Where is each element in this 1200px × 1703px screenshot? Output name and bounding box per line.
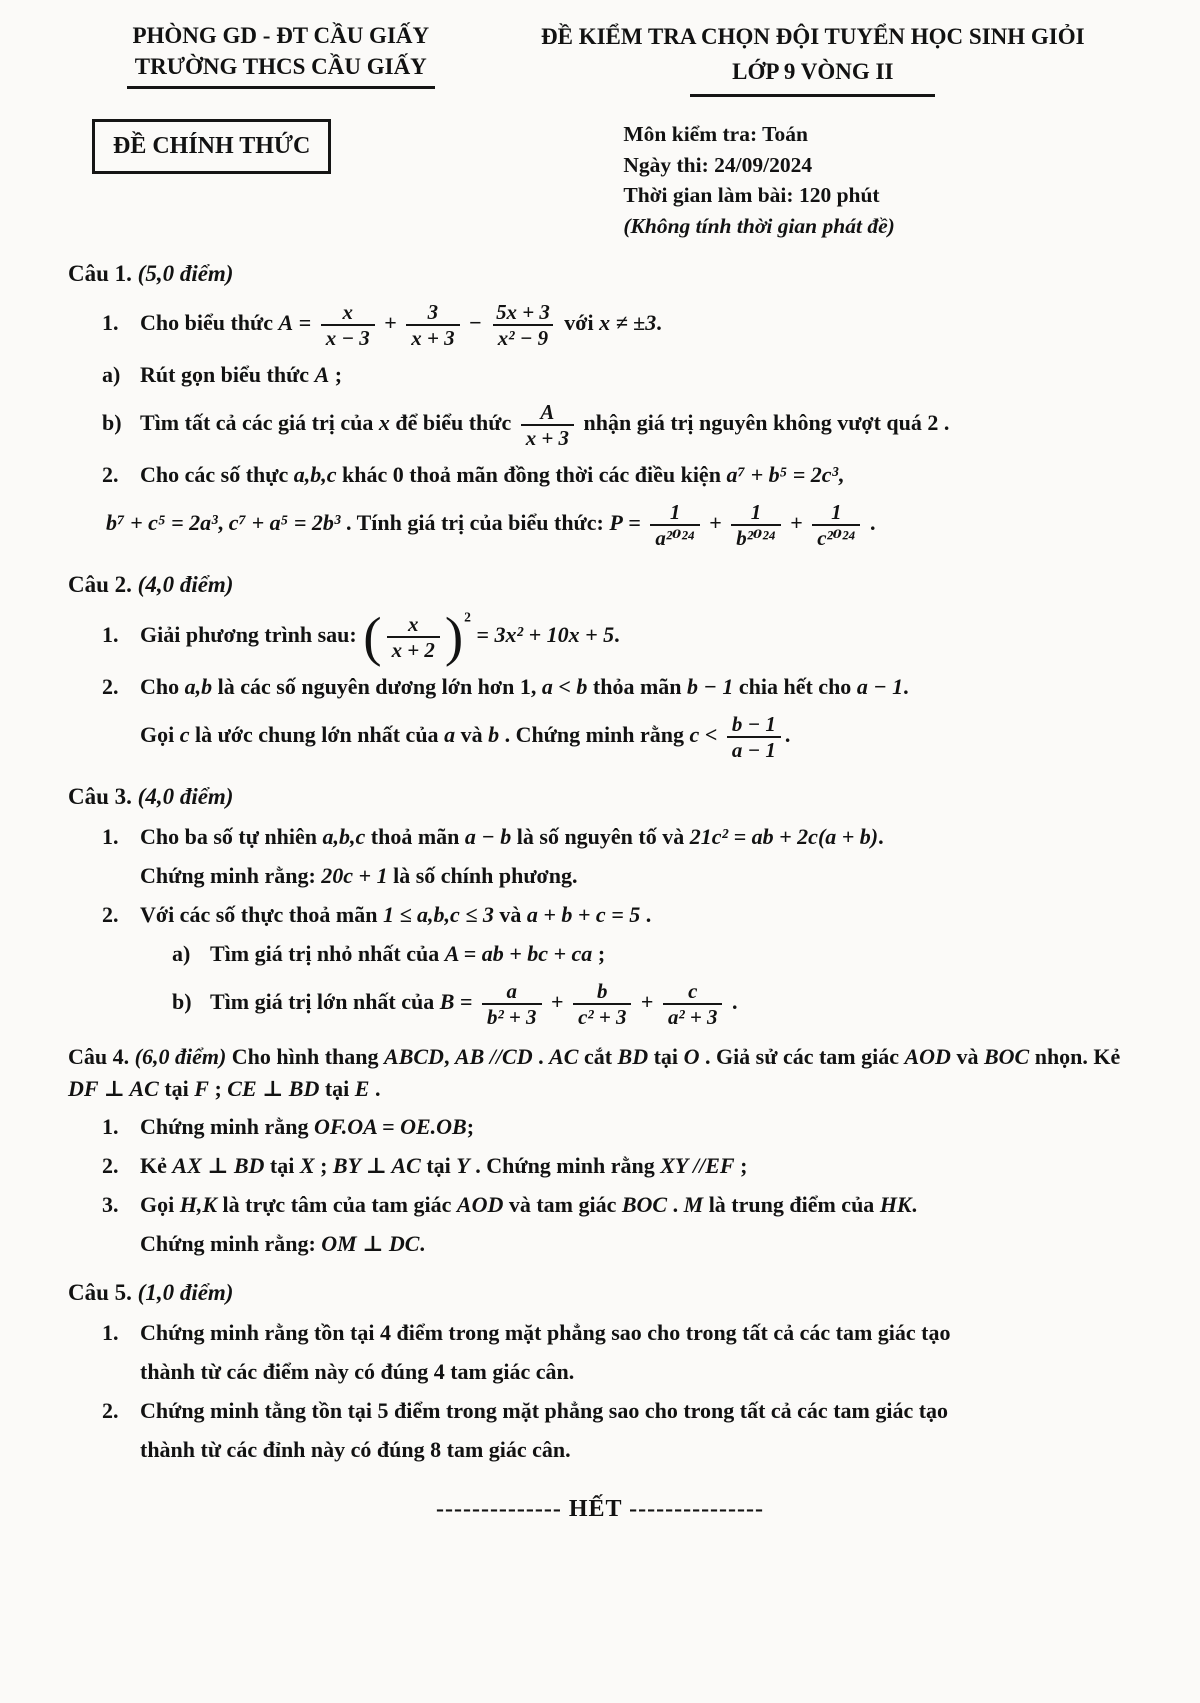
text-fragment: +: [545, 988, 570, 1014]
text-fragment: =: [293, 310, 317, 336]
math-fragment: a − 1: [856, 673, 904, 699]
math-fragment: AOD: [456, 1192, 504, 1218]
line-content: [140, 711, 791, 762]
section-title: Câu 2.: [68, 572, 132, 598]
exam-subject: Môn kiểm tra: Toán: [623, 122, 808, 146]
math-fragment: c: [179, 721, 190, 747]
fraction-numerator: x: [407, 611, 419, 636]
math-fragment: a,b,c: [322, 824, 366, 850]
line-content: [140, 400, 950, 451]
line-content: [210, 978, 738, 1029]
math-fragment: a⁷ + b⁵ = 2c³: [726, 462, 839, 488]
text-fragment: cắt: [578, 1043, 618, 1069]
line-content: [140, 1153, 747, 1178]
math-fragment: A: [278, 310, 294, 336]
text-fragment: thỏa mãn: [587, 673, 688, 699]
text-fragment: là số nguyên tố và: [511, 824, 690, 850]
exam-section: [68, 568, 1132, 763]
text-fragment: .: [640, 901, 652, 927]
text-fragment: ;: [592, 940, 606, 966]
exam-line: [68, 605, 1132, 667]
text-fragment: Gọi: [140, 1192, 180, 1218]
line-content: [140, 362, 342, 387]
text-fragment: <: [699, 721, 723, 747]
text-fragment: .: [878, 824, 884, 850]
line-content: [140, 300, 662, 351]
math-fragment: 3x² + 10x + 5: [494, 621, 615, 647]
math-fragment: a < b: [541, 673, 588, 699]
text-fragment: Tìm giá trị nhỏ nhất của: [210, 940, 445, 966]
exam-line: [68, 459, 1132, 491]
text-fragment: .: [656, 310, 662, 336]
math-fragment: Y: [456, 1153, 470, 1179]
text-fragment: ;: [208, 1075, 228, 1101]
text-fragment: tại: [158, 1075, 195, 1101]
math-fragment: AC: [549, 1043, 579, 1069]
section-heading: [68, 780, 1132, 813]
fraction-denominator: x − 3: [321, 324, 375, 350]
fraction: [650, 500, 699, 550]
exam-line: [68, 1189, 1132, 1221]
text-fragment: nhọn. Kẻ: [1029, 1043, 1121, 1069]
fraction: [482, 979, 542, 1029]
fraction: [731, 500, 780, 550]
fraction-numerator: 3: [427, 300, 439, 325]
line-content: [140, 1114, 474, 1139]
section-heading: [68, 568, 1132, 601]
text-fragment: .: [614, 621, 620, 647]
exam-line: [68, 821, 1132, 853]
math-fragment: 21c² = ab + 2c(a + b): [689, 824, 879, 850]
exam-line: [68, 1111, 1132, 1143]
text-fragment: Chứng minh rằng tồn tại 4 điểm trong mặt phẳng sao cho trong tất cả các tam giác tạo: [140, 1320, 951, 1346]
line-content: [106, 500, 876, 551]
math-fragment: OM ⊥ DC: [321, 1231, 420, 1257]
exam-title: ĐỀ KIỂM TRA CHỌN ĐỘI TUYỂN HỌC SINH GIỎI: [541, 24, 1085, 49]
math-fragment: F: [194, 1075, 209, 1101]
math-fragment: x ≠ ±3: [599, 310, 657, 336]
exam-section: [68, 257, 1132, 552]
text-fragment: .: [726, 988, 738, 1014]
exam-line: [68, 899, 1132, 931]
fraction-denominator: a²⁰²⁴: [650, 524, 699, 550]
line-content: [210, 941, 605, 966]
text-fragment: là ước chung lớn nhất của: [189, 721, 445, 747]
text-fragment: . Tính giá trị của biểu thức:: [340, 510, 610, 536]
line-content: [140, 902, 651, 927]
item-label: a): [172, 940, 191, 966]
math-fragment: b − 1: [687, 673, 734, 699]
text-fragment: và: [493, 901, 527, 927]
math-fragment: BOC: [983, 1043, 1030, 1069]
text-fragment: Cho biểu thức: [140, 310, 279, 336]
text-fragment: là số chính phương.: [387, 862, 578, 888]
exam-section: [68, 1276, 1132, 1466]
text-fragment: tại: [264, 1153, 300, 1179]
school-name: TRƯỜNG THCS CẦU GIẤY: [127, 51, 435, 89]
item-label: b): [172, 988, 192, 1014]
text-fragment: thoả mãn: [365, 824, 465, 850]
section-points: (5,0 điểm): [131, 261, 234, 287]
math-fragment: A: [314, 362, 330, 388]
math-fragment: OF.OA = OE.OB: [313, 1114, 467, 1140]
page-header: [68, 20, 1132, 97]
text-fragment: là trung điểm của: [703, 1192, 880, 1218]
issuer-line1: PHÒNG GD - ĐT CẦU GIẤY: [132, 23, 430, 48]
text-fragment: thành từ các điểm này có đúng 4 tam giác cân.: [140, 1359, 575, 1385]
exam-line: [68, 1317, 1132, 1349]
text-fragment: và: [455, 721, 489, 747]
line-content: [140, 462, 844, 487]
fraction-denominator: x + 3: [406, 324, 459, 350]
sections: [68, 257, 1132, 1466]
math-fragment: a − b: [464, 824, 512, 850]
text-fragment: nhận giá trị nguyên không vượt quá 2 .: [578, 410, 950, 436]
section-points: (1,0 điểm): [131, 1280, 234, 1306]
fraction-denominator: x² − 9: [493, 324, 553, 350]
big-left-paren: (: [363, 605, 382, 667]
fraction: [321, 300, 375, 350]
math-fragment: DF ⊥ AC: [68, 1075, 159, 1101]
line-content: [140, 1437, 571, 1462]
item-label: a): [102, 362, 121, 388]
line-content: [140, 1398, 948, 1423]
math-fragment: b: [488, 721, 500, 747]
item-label: 1.: [102, 1114, 119, 1140]
exam-line: [68, 860, 1132, 892]
bold-italic-fragment: (6,0 điểm): [134, 1043, 232, 1069]
math-fragment: a: [444, 721, 456, 747]
fraction-denominator: c²⁰²⁴: [812, 524, 860, 550]
exam-round: [494, 55, 1132, 98]
text-fragment: Cho: [140, 673, 185, 699]
line-content: [140, 1320, 951, 1345]
text-fragment: Rút gọn biểu thức: [140, 362, 315, 388]
fraction-denominator: a² + 3: [663, 1003, 723, 1029]
math-fragment: M: [683, 1192, 704, 1218]
text-fragment: Chứng minh rằng:: [140, 862, 322, 888]
text-fragment: tại: [648, 1043, 684, 1069]
official-stamp: ĐỀ CHÍNH THỨC: [92, 119, 331, 174]
fraction-denominator: x + 3: [521, 424, 574, 450]
text-fragment: và tam giác: [503, 1192, 622, 1218]
exam-line: [68, 1434, 1132, 1466]
issuer-block: [68, 20, 494, 89]
text-fragment: Với các số thực thoả mãn: [140, 901, 383, 927]
math-fragment: P: [609, 510, 623, 536]
text-fragment: ;: [466, 1114, 475, 1140]
text-fragment: .: [903, 673, 909, 699]
text-fragment: Tìm giá trị lớn nhất của: [210, 988, 440, 1014]
fraction-numerator: a: [506, 978, 517, 1003]
item-label: 1.: [102, 1320, 119, 1346]
fraction: [573, 979, 631, 1029]
line-content: [140, 1359, 574, 1384]
exam-line: [68, 710, 1132, 764]
text-fragment: là các số nguyên dương lớn hơn 1,: [212, 673, 542, 699]
item-label: b): [102, 410, 122, 436]
math-fragment: CE ⊥ BD: [227, 1075, 320, 1101]
line-content: [140, 1192, 917, 1217]
text-fragment: ;: [329, 362, 343, 388]
fraction-numerator: 5x + 3: [496, 300, 550, 325]
item-label: 2.: [102, 901, 119, 927]
exam-line: [68, 1228, 1132, 1260]
section-points: (4,0 điểm): [131, 783, 234, 809]
text-fragment: Cho hình thang: [231, 1043, 385, 1069]
math-fragment: a,b,c: [293, 462, 337, 488]
math-fragment: ABCD: [384, 1043, 444, 1069]
section-title: Câu 5.: [68, 1280, 132, 1306]
text-fragment: khác 0 thoả mãn đồng thời các điều kiện: [336, 462, 727, 488]
exam-line: [68, 298, 1132, 352]
fraction-numerator: 1: [669, 500, 681, 525]
text-fragment: +: [378, 310, 403, 336]
item-label: 2.: [102, 673, 119, 699]
fraction-denominator: a − 1: [727, 736, 781, 762]
section-points: (4,0 điểm): [131, 572, 234, 598]
math-fragment: x: [378, 410, 390, 436]
math-fragment: c⁷ + a⁵ = 2b³: [228, 510, 341, 536]
fraction: [812, 500, 860, 550]
exam-info: [623, 119, 894, 241]
text-fragment: ,: [217, 510, 229, 536]
fraction: [406, 300, 459, 350]
text-fragment: =: [454, 988, 478, 1014]
text-fragment: ;: [314, 1153, 333, 1179]
text-fragment: thành từ các đỉnh này có đúng 8 tam giác cân.: [140, 1437, 571, 1463]
big-right-paren: ): [444, 605, 464, 667]
text-fragment: .: [864, 510, 876, 536]
text-fragment: .: [667, 1192, 684, 1218]
text-fragment: Gọi: [140, 721, 180, 747]
line-content: [140, 605, 620, 667]
exam-line: [68, 498, 1132, 552]
line-content: [140, 824, 884, 849]
section-title: Câu 3.: [68, 783, 132, 809]
text-fragment: . Chứng minh rằng: [469, 1153, 661, 1179]
text-fragment: để biểu thức: [389, 410, 517, 436]
exam-note: (Không tính thời gian phát đề): [623, 213, 895, 238]
text-fragment: . Chứng minh rằng: [499, 721, 690, 747]
exam-line: [68, 977, 1132, 1031]
fraction: [521, 400, 574, 450]
fraction-numerator: b − 1: [731, 711, 776, 736]
text-fragment: Chứng minh tằng tồn tại 5 điểm trong mặt phẳng sao cho trong tất cả các tam giác tạo: [140, 1398, 949, 1424]
text-fragment: với: [558, 310, 600, 336]
item-label: 1.: [102, 621, 119, 647]
fraction-numerator: 1: [750, 500, 762, 525]
text-fragment: tại: [420, 1153, 457, 1179]
item-label: 2.: [102, 462, 119, 488]
text-fragment: Kẻ: [140, 1153, 173, 1179]
math-fragment: AB //CD: [454, 1043, 533, 1069]
exam-line: [68, 398, 1132, 452]
math-fragment: a + b + c = 5: [526, 901, 641, 927]
text-fragment: tại: [319, 1075, 355, 1101]
item-label: 1.: [102, 824, 119, 850]
fraction-numerator: b: [597, 978, 608, 1003]
math-fragment: BOC: [621, 1192, 668, 1218]
exam-line: [68, 359, 1132, 391]
math-fragment: XY //EF: [660, 1153, 735, 1179]
text-fragment: ,: [443, 1043, 455, 1069]
text-fragment: +: [703, 510, 728, 536]
text-fragment: Chứng minh rằng: [140, 1114, 314, 1140]
fraction-numerator: x: [342, 300, 353, 325]
superscript: 2: [464, 609, 471, 625]
text-fragment: .: [419, 1231, 425, 1257]
exam-line: [68, 938, 1132, 970]
exam-line: [68, 1041, 1132, 1105]
math-fragment: X: [299, 1153, 315, 1179]
text-fragment: và: [950, 1043, 984, 1069]
fraction-numerator: A: [540, 400, 555, 425]
exam-section: [68, 780, 1132, 1031]
text-fragment: .: [369, 1075, 381, 1101]
fraction: [727, 712, 781, 762]
exam-line: [68, 1356, 1132, 1388]
text-fragment: −: [463, 310, 488, 336]
exam-line: [68, 1150, 1132, 1182]
item-label: 2.: [102, 1153, 119, 1179]
item-label: 3.: [102, 1192, 119, 1218]
text-fragment: .: [911, 1192, 918, 1218]
exam-line: [68, 671, 1132, 703]
math-fragment: c: [689, 721, 700, 747]
fraction: [491, 300, 555, 350]
item-label: 2.: [102, 1398, 119, 1424]
fraction-denominator: b² + 3: [482, 1003, 542, 1029]
text-fragment: =: [470, 621, 495, 647]
text-fragment: +: [784, 510, 809, 536]
line-content: [68, 1044, 1120, 1101]
fraction-numerator: c: [688, 978, 698, 1003]
line-content: [140, 863, 577, 888]
math-fragment: HK: [879, 1192, 912, 1218]
text-fragment: .: [532, 1043, 550, 1069]
line-content: [140, 674, 909, 699]
text-fragment: Cho ba số tự nhiên: [140, 824, 323, 850]
section-heading: [68, 257, 1132, 290]
text-fragment: =: [622, 510, 647, 536]
fraction: [663, 979, 723, 1029]
bold-fragment: Câu 4.: [68, 1043, 135, 1069]
math-fragment: BD: [617, 1043, 649, 1069]
text-fragment: ,: [838, 462, 844, 488]
fraction-numerator: 1: [831, 500, 842, 525]
math-fragment: B: [439, 988, 455, 1014]
exam-round-text: LỚP 9 VÒNG II: [690, 55, 935, 98]
end-marker: -------------- HẾT ---------------: [435, 1495, 765, 1522]
exam-line: [68, 1395, 1132, 1427]
math-fragment: O: [683, 1043, 700, 1069]
text-fragment: Chứng minh rằng:: [140, 1231, 322, 1257]
math-fragment: BY ⊥ AC: [332, 1153, 421, 1179]
text-fragment: Tìm tất cả các giá trị của: [140, 410, 379, 436]
text-fragment: Cho các số thực: [140, 462, 294, 488]
issuer-line2: [68, 51, 494, 89]
exam-section: [68, 1041, 1132, 1260]
meta-row: [68, 119, 1132, 241]
math-fragment: H,K: [179, 1192, 218, 1218]
section-title: Câu 1.: [68, 261, 132, 287]
exam-date: Ngày thi: 24/09/2024: [623, 152, 813, 177]
text-fragment: .: [784, 721, 791, 747]
line-content: [140, 1231, 425, 1256]
fraction: [387, 612, 440, 662]
fraction-denominator: x + 2: [387, 636, 440, 662]
text-fragment: là trực tâm của tam giác: [217, 1192, 457, 1218]
math-fragment: AX ⊥ BD: [172, 1153, 265, 1179]
exam-title-block: [494, 20, 1132, 97]
math-fragment: a,b: [184, 673, 213, 699]
text-fragment: +: [635, 988, 659, 1014]
fraction-denominator: b²⁰²⁴: [731, 524, 780, 550]
exam-duration: Thời gian làm bài: 120 phút: [623, 183, 880, 208]
math-fragment: b⁷ + c⁵ = 2a³: [106, 510, 218, 536]
fraction-denominator: c² + 3: [573, 1003, 631, 1029]
item-label: 1.: [102, 310, 119, 336]
text-fragment: chia hết cho: [733, 673, 857, 699]
text-fragment: Giải phương trình sau:: [140, 621, 363, 647]
math-fragment: 20c + 1: [321, 862, 388, 888]
text-fragment: . Giả sử các tam giác: [699, 1043, 905, 1069]
math-fragment: AOD: [904, 1043, 951, 1069]
math-fragment: E: [354, 1075, 370, 1101]
section-heading: [68, 1276, 1132, 1309]
math-fragment: A = ab + bc + ca: [444, 940, 593, 966]
text-fragment: ;: [734, 1153, 748, 1179]
math-fragment: 1 ≤ a,b,c ≤ 3: [382, 901, 494, 927]
